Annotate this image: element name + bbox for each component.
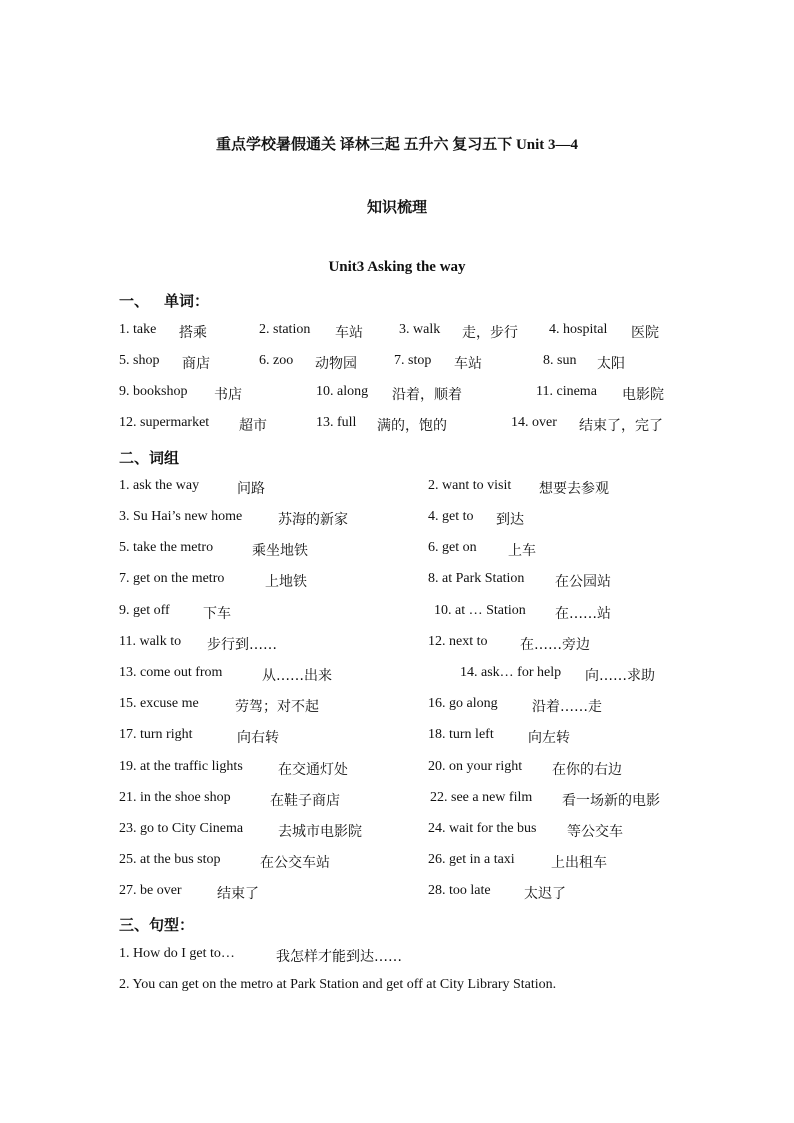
phrase-cn: 上出租车	[551, 855, 607, 871]
phrase-en: 21. in the shoe shop	[119, 790, 231, 805]
word-cn: 商店	[182, 356, 210, 372]
phrase-row	[0, 509, 794, 529]
word-en: 6. zoo	[259, 353, 294, 368]
phrase-cn: 在公园站	[555, 574, 611, 590]
word-row	[0, 353, 794, 373]
phrase-en: 13. come out from	[119, 665, 223, 680]
phrase-cn: 上地铁	[265, 574, 307, 590]
phrase-en: 7. get on the metro	[119, 571, 225, 586]
phrase-row	[0, 790, 794, 810]
word-en: 1. take	[119, 322, 157, 337]
word-en: 10. along	[316, 384, 369, 399]
word-cn: 医院	[631, 325, 659, 341]
phrase-cn: 问路	[237, 481, 265, 497]
phrase-cn: 劳驾；对不起	[235, 699, 319, 715]
phrase-en: 2. want to visit	[428, 478, 512, 493]
phrases-heading: 二、词组	[119, 451, 180, 467]
word-cn: 书店	[214, 387, 242, 403]
phrase-cn: 向……求助	[585, 668, 655, 684]
word-en: 12. supermarket	[119, 415, 210, 430]
word-en: 3. walk	[399, 322, 441, 337]
subtitle: 知识梳理	[366, 200, 427, 216]
sentence-en: 2. You can get on the metro at Park Station and get off at City Library Station.	[119, 977, 557, 992]
phrase-en: 25. at the bus stop	[119, 852, 221, 867]
phrase-en: 16. go along	[428, 696, 498, 711]
word-cn: 走，步行	[462, 325, 518, 341]
phrase-row	[0, 634, 794, 654]
word-cn: 超市	[239, 418, 267, 434]
sentence-row	[0, 946, 794, 966]
main-title: 重点学校暑假通关 译林三起 五升六 复习五下 Unit 3—4	[215, 137, 579, 153]
sentences-heading: 三、句型：	[119, 918, 195, 934]
word-en: 5. shop	[119, 353, 160, 368]
phrase-cn: 到达	[496, 512, 524, 528]
unit-title: Unit3 Asking the way	[328, 259, 466, 275]
phrase-row	[0, 571, 794, 591]
phrase-en: 27. be over	[119, 883, 182, 898]
word-row	[0, 322, 794, 342]
phrase-en: 1. ask the way	[119, 478, 200, 493]
phrase-cn: 向左转	[528, 730, 570, 746]
phrase-en: 12. next to	[428, 634, 488, 649]
phrase-en: 5. take the metro	[119, 540, 214, 555]
phrase-cn: 上车	[508, 543, 536, 559]
phrase-cn: 在你的右边	[552, 762, 622, 778]
phrase-cn: 去城市电影院	[278, 824, 362, 840]
word-row	[0, 415, 794, 435]
word-en: 9. bookshop	[119, 384, 188, 399]
word-cn: 搭乘	[179, 325, 207, 341]
phrase-en: 14. ask… for help	[460, 665, 562, 680]
phrase-row	[0, 696, 794, 716]
word-en: 8. sun	[543, 353, 577, 368]
word-cn: 动物园	[315, 356, 357, 372]
phrase-cn: 在……站	[555, 606, 611, 622]
word-row	[0, 384, 794, 404]
phrase-en: 17. turn right	[119, 727, 193, 742]
words-heading: 一、 单词：	[119, 294, 210, 310]
phrase-row	[0, 852, 794, 872]
phrase-en: 9. get off	[119, 603, 170, 618]
phrase-cn: 在鞋子商店	[270, 793, 340, 809]
word-en: 7. stop	[394, 353, 432, 368]
phrase-en: 11. walk to	[119, 634, 182, 649]
phrase-en: 19. at the traffic lights	[119, 759, 243, 774]
phrase-en: 10. at … Station	[434, 603, 526, 618]
phrase-row	[0, 603, 794, 623]
phrase-en: 26. get in a taxi	[428, 852, 515, 867]
phrase-en: 6. get on	[428, 540, 477, 555]
word-en: 11. cinema	[536, 384, 597, 399]
word-cn: 满的，饱的	[377, 418, 447, 434]
phrase-cn: 在交通灯处	[278, 762, 348, 778]
phrase-cn: 向右转	[237, 730, 279, 746]
phrase-en: 24. wait for the bus	[428, 821, 537, 836]
phrase-cn: 步行到……	[207, 637, 277, 653]
phrase-row	[0, 727, 794, 747]
sentence-en: 1. How do I get to…	[119, 946, 235, 961]
word-en: 4. hospital	[549, 322, 608, 337]
phrase-en: 15. excuse me	[119, 696, 199, 711]
phrase-cn: 从……出来	[262, 668, 332, 684]
phrase-row	[0, 665, 794, 685]
phrase-cn: 沿着……走	[532, 699, 602, 715]
word-cn: 电影院	[622, 387, 664, 403]
word-cn: 结束了，完了	[579, 418, 663, 434]
phrase-cn: 在……旁边	[520, 637, 590, 653]
word-en: 13. full	[316, 415, 357, 430]
phrase-en: 18. turn left	[428, 727, 494, 742]
phrase-row	[0, 821, 794, 841]
phrase-en: 20. on your right	[428, 759, 523, 774]
word-cn: 太阳	[597, 356, 625, 372]
phrase-cn: 结束了	[217, 886, 259, 902]
phrase-cn: 看一场新的电影	[562, 793, 660, 809]
word-cn: 沿着，顺着	[392, 387, 462, 403]
word-en: 2. station	[259, 322, 311, 337]
phrase-en: 4. get to	[428, 509, 474, 524]
phrase-cn: 等公交车	[567, 824, 623, 840]
phrase-cn: 想要去参观	[539, 481, 609, 497]
phrase-en: 23. go to City Cinema	[119, 821, 244, 836]
phrase-en: 3. Su Hai’s new home	[119, 509, 243, 524]
phrase-en: 28. too late	[428, 883, 491, 898]
sentence-row	[0, 977, 794, 997]
phrase-row	[0, 883, 794, 903]
word-cn: 车站	[335, 325, 363, 341]
phrase-cn: 太迟了	[524, 886, 566, 902]
phrase-en: 22. see a new film	[430, 790, 533, 805]
phrase-cn: 在公交车站	[260, 855, 330, 871]
phrase-row	[0, 759, 794, 779]
word-cn: 车站	[454, 356, 482, 372]
phrase-en: 8. at Park Station	[428, 571, 525, 586]
phrase-cn: 下车	[203, 606, 231, 622]
phrase-row	[0, 478, 794, 498]
phrase-row	[0, 540, 794, 560]
word-en: 14. over	[511, 415, 557, 430]
phrase-cn: 苏海的新家	[278, 512, 348, 528]
phrase-cn: 乘坐地铁	[252, 543, 308, 559]
sentence-cn: 我怎样才能到达……	[276, 949, 402, 965]
